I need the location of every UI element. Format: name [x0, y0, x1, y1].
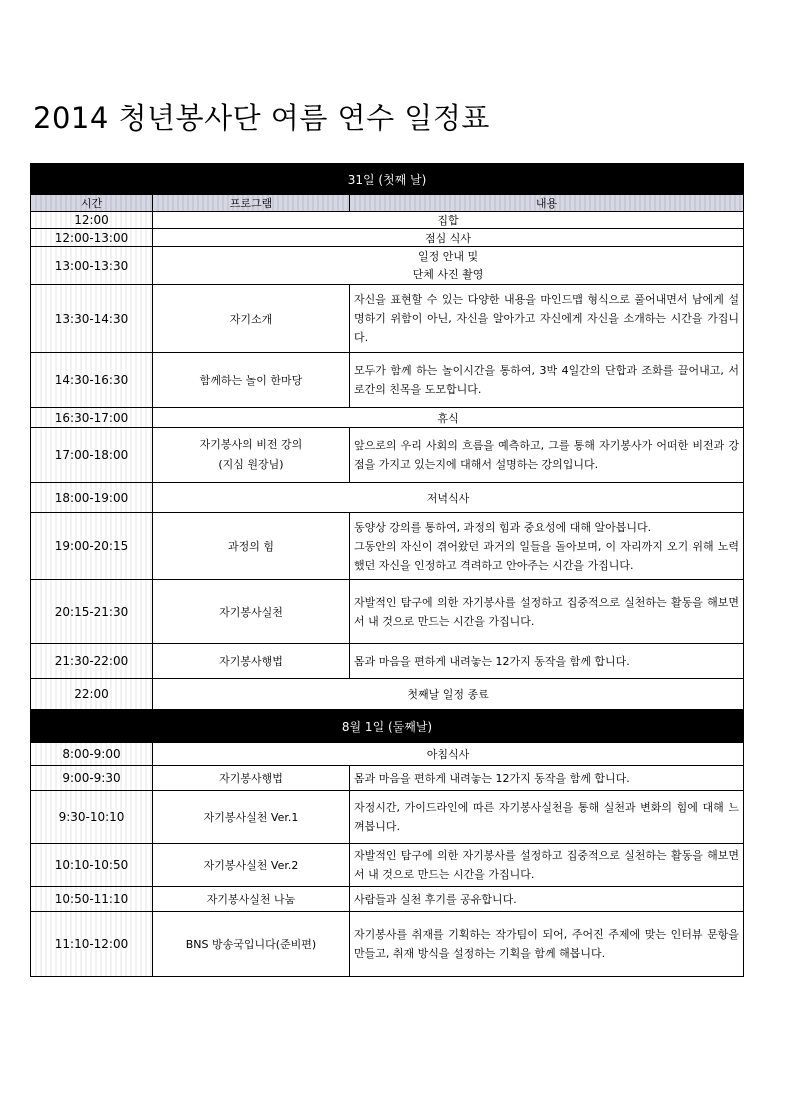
time-cell: 17:00-18:00: [31, 428, 153, 483]
table-row: [31, 766, 744, 791]
time-cell: 21:30-22:00: [31, 644, 153, 679]
event-cell: 아침식사: [153, 743, 744, 766]
description-cell: [350, 513, 744, 580]
time-cell: 13:00-13:30: [31, 247, 153, 285]
program-cell: 자기봉사실천 나눔: [153, 887, 350, 912]
event-line: 단체 사진 촬영: [412, 267, 484, 281]
event-cell: [153, 247, 744, 285]
description-cell: 자발적인 탐구에 의한 자기봉사를 설정하고 집중적으로 실천하는 활동을 해보면서 내 것으로 만드는 시간을 가집니다.: [350, 844, 744, 887]
description-line: 그동안의 자신이 겪어왔던 과거의 일들을 돌아보며, 이 자리까지 오기 위해 노력했던 자신을 인정하고 격려하고 안아주는 시간을 가집니다.: [354, 539, 740, 572]
event-cell: 집합: [153, 212, 744, 229]
time-cell: 10:50-11:10: [31, 887, 153, 912]
description-cell: 자발적인 탐구에 의한 자기봉사를 설정하고 집중적으로 실천하는 활동을 해보면서 내 것으로 만드는 시간을 가집니다.: [350, 580, 744, 644]
time-cell: 19:00-20:15: [31, 513, 153, 580]
schedule-table: [30, 163, 744, 977]
time-cell: 11:10-12:00: [31, 912, 153, 977]
table-row: [31, 285, 744, 353]
time-cell: 12:00-13:00: [31, 229, 153, 247]
description-line: 동양상 강의를 통하여, 과정의 힘과 중요성에 대해 알아봅니다.: [354, 520, 652, 534]
program-cell: 과정의 힘: [153, 513, 350, 580]
program-cell: [153, 428, 350, 483]
day-heading-row: [31, 164, 744, 195]
table-row: [31, 580, 744, 644]
table-row: [31, 353, 744, 408]
program-cell: BNS 방송국입니다(준비편): [153, 912, 350, 977]
table-row: [31, 229, 744, 247]
time-cell: 20:15-21:30: [31, 580, 153, 644]
time-cell: 8:00-9:00: [31, 743, 153, 766]
table-row: [31, 844, 744, 887]
table-row: [31, 247, 744, 285]
description-cell: 몸과 마음을 편하게 내려놓는 12가지 동작을 함께 합니다.: [350, 644, 744, 679]
header-content: 내용: [350, 195, 744, 212]
table-row: [31, 428, 744, 483]
table-row: [31, 791, 744, 844]
page-title: 2014 청년봉사단 여름 연수 일정표: [33, 101, 490, 135]
event-cell: 휴식: [153, 408, 744, 428]
description-cell: 자기봉사를 취재를 기획하는 작가팀이 되어, 주어진 주제에 맞는 인터뷰 문항을 만들고, 취재 방식을 설정하는 기획을 함께 해봅니다.: [350, 912, 744, 977]
description-cell: 모두가 함께 하는 놀이시간을 통하여, 3박 4일간의 단합과 조화를 끌어내고, 서로간의 친목을 도모합니다.: [350, 353, 744, 408]
program-cell: 자기소개: [153, 285, 350, 353]
table-row: [31, 483, 744, 513]
program-cell: 자기봉사실천: [153, 580, 350, 644]
program-cell: 자기봉사실천 Ver.2: [153, 844, 350, 887]
program-cell: 자기봉사행법: [153, 644, 350, 679]
event-cell: 첫째날 일정 종료: [153, 679, 744, 710]
time-cell: 12:00: [31, 212, 153, 229]
time-cell: 13:30-14:30: [31, 285, 153, 353]
description-cell: 자신을 표현할 수 있는 다양한 내용을 마인드맵 형식으로 풀어내면서 남에게 설명하기 위함이 아닌, 자신을 알아가고 자신에게 자신을 소개하는 시간을 가집니다.: [350, 285, 744, 353]
table-row: [31, 513, 744, 580]
description-cell: 몸과 마음을 편하게 내려놓는 12가지 동작을 함께 합니다.: [350, 766, 744, 791]
event-cell: 점심 식사: [153, 229, 744, 247]
event-line: 일정 안내 및: [417, 249, 479, 263]
description-cell: 앞으로의 우리 사회의 흐름을 예측하고, 그를 통해 자기봉사가 어떠한 비전과 강점을 가지고 있는지에 대해서 설명하는 강의입니다.: [350, 428, 744, 483]
time-cell: 10:10-10:50: [31, 844, 153, 887]
table-row: [31, 912, 744, 977]
time-cell: 16:30-17:00: [31, 408, 153, 428]
event-cell: 저녁식사: [153, 483, 744, 513]
time-cell: 22:00: [31, 679, 153, 710]
table-row: [31, 887, 744, 912]
time-cell: 18:00-19:00: [31, 483, 153, 513]
day1-heading: 31일 (첫째 날): [31, 164, 744, 195]
program-cell: 함께하는 놀이 한마당: [153, 353, 350, 408]
program-cell: 자기봉사실천 Ver.1: [153, 791, 350, 844]
table-row: [31, 408, 744, 428]
program-cell: 자기봉사행법: [153, 766, 350, 791]
description-cell: 자정시간, 가이드라인에 따른 자기봉사실천을 통해 실천과 변화의 힘에 대해 느껴봅니다.: [350, 791, 744, 844]
time-cell: 14:30-16:30: [31, 353, 153, 408]
table-row: [31, 679, 744, 710]
day-heading-row: [31, 710, 744, 743]
program-line: (지심 원장님): [218, 458, 284, 471]
time-cell: 9:30-10:10: [31, 791, 153, 844]
column-header-row: [31, 195, 744, 212]
program-line: 자기봉사의 비전 강의: [199, 438, 303, 451]
table-row: [31, 743, 744, 766]
time-cell: 9:00-9:30: [31, 766, 153, 791]
description-cell: 사람들과 실천 후기를 공유합니다.: [350, 887, 744, 912]
header-time: 시간: [31, 195, 153, 212]
header-program: 프로그램: [153, 195, 350, 212]
table-row: [31, 644, 744, 679]
day2-heading: 8월 1일 (둘째날): [31, 710, 744, 743]
table-row: [31, 212, 744, 229]
